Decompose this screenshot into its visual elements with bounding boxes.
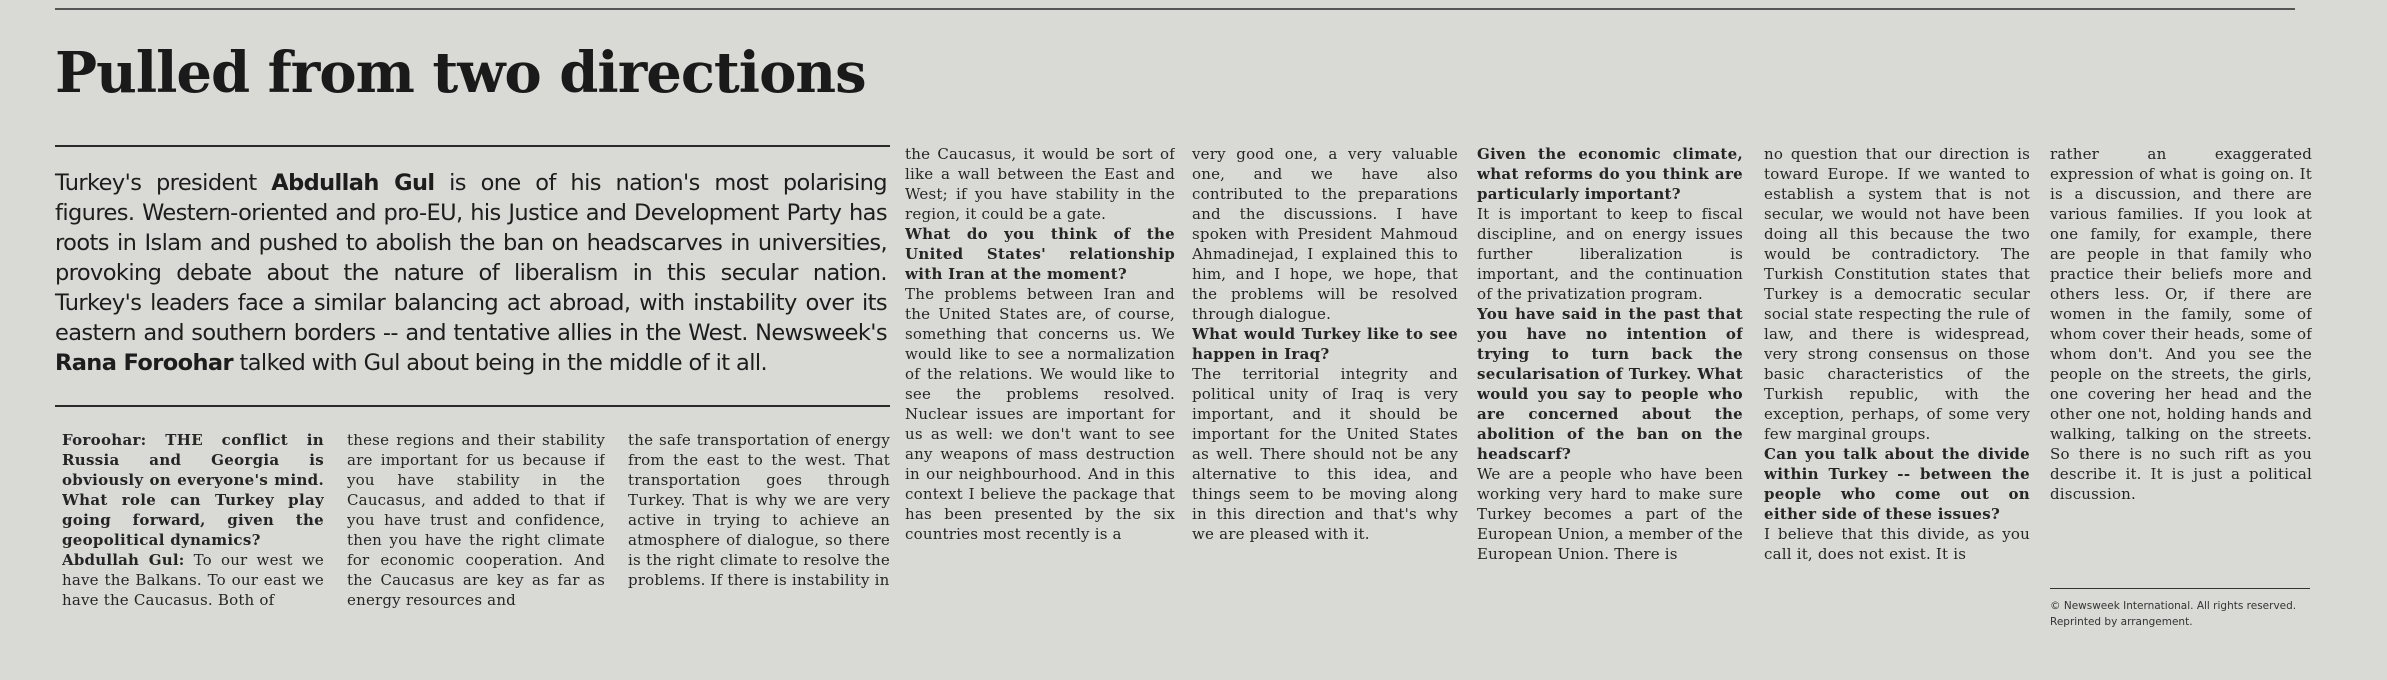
article-column-3 [628, 430, 890, 676]
question-5: You have said in the past that you have no intention of trying to turn back the secularisation of Turkey. What would you say to people who are concerned about the abolition of the ban on the headscarf? [1477, 305, 1743, 463]
intro-text-3: talked with Gul about being in the middle of it all. [232, 350, 768, 376]
copyright-line: © Newsweek International. All rights reserved. [2050, 600, 2297, 612]
speaker-label: Abdullah Gul: [62, 551, 185, 569]
column-7-text-2: I believe that this divide, as you call it, does not exist. It is [1764, 525, 2030, 563]
answer-1: To our west we have the Balkans. To our east we have the Caucasus. Both of [62, 551, 324, 609]
interviewee-name: Abdullah Gul [271, 170, 435, 196]
intro-paragraph [55, 168, 887, 378]
question-3: What would Turkey like to see happen in Iraq? [1192, 325, 1458, 363]
intro-top-rule [55, 145, 890, 147]
interviewer-name: Rana Foroohar [55, 350, 233, 376]
question-2: What do you think of the United States' relationship with Iran at the moment? [905, 225, 1175, 283]
column-6-text-1: It is important to keep to fiscal discipline, and on energy issues further liberalization is important, and the continuation of the privatization program. [1477, 205, 1743, 303]
article-column-7 [1764, 144, 2030, 676]
end-rule [2050, 588, 2310, 589]
headline: Pulled from two directions [55, 40, 866, 106]
question-6: Can you talk about the divide within Turkey -- between the people who come out on either side of these issues? [1764, 445, 2030, 523]
column-4-text-2: The problems between Iran and the United States are, of course, something that concerns us. We would like to see a normalization of the relations. We would like to see the problems resolved. Nuclear issues are important for us as well: we don't want to see any weapons of mass destruction in our neighbourhood. And in this context I believe the package that has been presented by the six countries most recently is a [905, 285, 1175, 543]
article-column-6 [1477, 144, 1743, 676]
column-5-text-1: very good one, a very valuable one, and we have also contributed to the preparations and the discussions. I have spoken with President Mahmoud Ahmadinejad, I explained this to him, and I hope, we hope, that the problems will be resolved through dialogue. [1192, 145, 1458, 323]
intro-text-2: is one of his nation's most polarising figures. Western-oriented and pro-EU, his Justice and Development Party has roots in Islam and pushed to abolish the ban on headscarves in universities, provoking debate about the nature of liberalism in this secular nation. Turkey's leaders face a similar balancing act abroad, with instability over its eastern and southern borders -- and tentative allies in the West. Newsweek's [55, 170, 887, 346]
reprint-line: Reprinted by arrangement. [2050, 616, 2193, 628]
column-6-text-2: We are a people who have been working very hard to make sure Turkey becomes a part of the European Union, a member of the European Union. There is [1477, 465, 1743, 563]
column-4-text-1: the Caucasus, it would be sort of like a wall between the East and West; if you have stability in the region, it could be a gate. [905, 145, 1175, 223]
top-rule [55, 8, 2295, 10]
article-column-5 [1192, 144, 1458, 676]
intro-bottom-rule [55, 405, 890, 407]
column-2-text: these regions and their stability are important for us because if you have stability in the Caucasus, and added to that if you have trust and confidence, then you have the right climate for economic cooperation. And the Caucasus are key as far as energy resources and [347, 431, 605, 609]
question-4: Given the economic climate, what reforms do you think are particularly important? [1477, 145, 1743, 203]
article-column-8 [2050, 144, 2312, 580]
column-8-text: rather an exaggerated expression of what is going on. It is a discussion, and there are various families. If you look at one family, for example, there are people in that family who practice their beliefs more and others less. Or, if there are women in the family, some of whom cover their heads, some of whom don't. And you see the people on the streets, the girls, one covering her head and the other one not, holding hands and walking, talking on the streets. So there is no such rift as you describe it. It is just a political discussion. [2050, 145, 2312, 503]
column-7-text-1: no question that our direction is toward Europe. If we wanted to establish a system that is not secular, we would not have been doing all this because the two would be contradictory. The Turkish Constitution states that Turkey is a democratic secular social state respecting the rule of law, and there is widespread, very strong consensus on those basic characteristics of the Turkish republic, with the exception, perhaps, of some very few marginal groups. [1764, 145, 2030, 443]
article-column-2 [347, 430, 605, 676]
column-3-text: the safe transportation of energy from the east to the west. That transportation goes through Turkey. That is why we are very active in trying to achieve an atmosphere of dialogue, so there is the right climate to resolve the problems. If there is instability in [628, 431, 890, 589]
intro-text-1: Turkey's president [55, 170, 272, 196]
article-column-4 [905, 144, 1175, 676]
article-column-1 [62, 430, 324, 676]
column-5-text-2: The territorial integrity and political unity of Iraq is very important, and it should be important for the United States as well. There should not be any alternative to this idea, and things seem to be moving along in this direction and that's why we are pleased with it. [1192, 365, 1458, 543]
copyright-notice [2050, 598, 2320, 630]
question-1: Foroohar: THE conflict in Russia and Georgia is obviously on everyone's mind. What role can Turkey play going forward, given the geopolitical dynamics? [62, 431, 324, 549]
